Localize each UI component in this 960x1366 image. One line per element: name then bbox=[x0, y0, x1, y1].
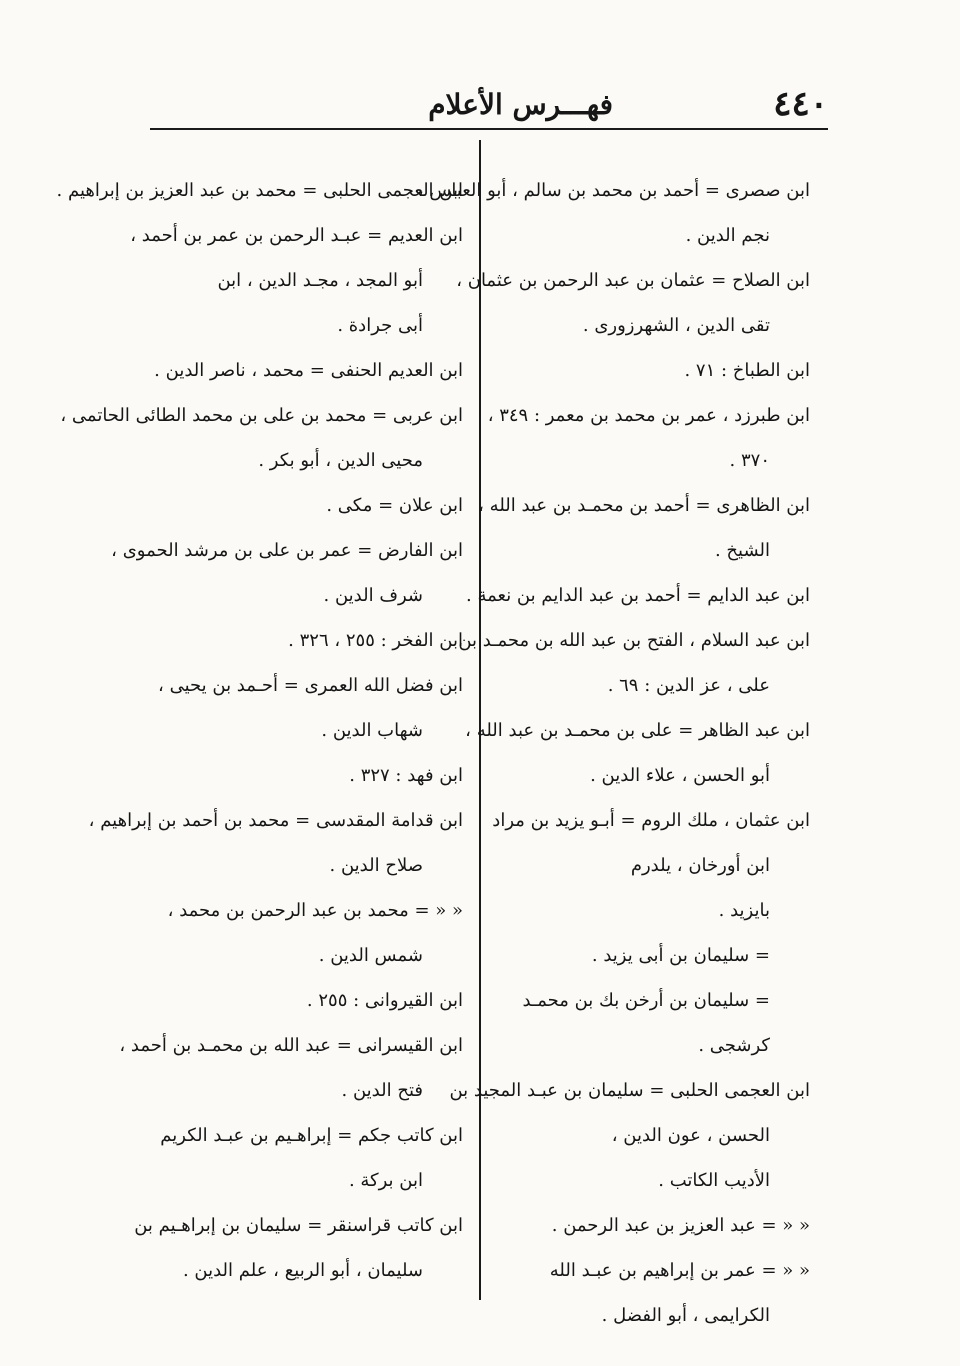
index-column-right bbox=[417, 168, 810, 1338]
index-entry bbox=[130, 213, 463, 348]
index-entry bbox=[492, 1248, 810, 1338]
entry-heading-line: ابن الظاهرى = أحمد بن محمـد بن عبد الله ، bbox=[478, 495, 810, 516]
entry-continuation-line: = سليمان بن أبى يزيد . bbox=[591, 945, 770, 966]
index-entry bbox=[466, 573, 810, 618]
index-entry bbox=[465, 708, 810, 798]
index-entry bbox=[119, 1023, 463, 1113]
index-entry bbox=[417, 168, 810, 258]
entry-continuation-line: ابن أورخان ، يلدرم bbox=[630, 855, 770, 876]
index-entry bbox=[155, 888, 463, 978]
entry-heading-line: ابن الفخر : ٢٥٥ ، ٣٢٦ . bbox=[288, 630, 463, 651]
page-header bbox=[150, 80, 828, 128]
index-column-left bbox=[56, 168, 463, 1293]
entry-heading-line: ابن العديم الحنفى = محمد ، ناصر الدين . bbox=[154, 360, 463, 381]
running-title: فهـــرس الأعلام bbox=[428, 88, 613, 121]
entry-heading-line: ابن كاتب جكم = إبراهـيم بن عبـد الكريم bbox=[160, 1125, 463, 1146]
index-entry bbox=[60, 393, 463, 483]
entry-continuation-line: أبى جرادة . bbox=[337, 315, 423, 336]
index-entry bbox=[449, 1068, 810, 1203]
index-entry bbox=[155, 1113, 463, 1203]
entry-continuation-line: كرشجى . bbox=[698, 1035, 770, 1056]
entry-continuation-line: بايزيد . bbox=[718, 900, 770, 921]
entry-heading-line: ابن العجمى الحلبى = سليمان بن عبـد المجيد بن bbox=[449, 1080, 810, 1101]
entry-continuation-line: ابن بركة . bbox=[348, 1170, 423, 1191]
entry-continuation-line: شمس الدين . bbox=[318, 945, 423, 966]
entry-heading-line: ابن الفارض = عمر بن على بن مرشد الحموى ، bbox=[111, 540, 463, 561]
entry-heading-line: ابن الطباخ : ٧١ . bbox=[684, 360, 810, 381]
index-entry bbox=[492, 348, 810, 393]
entry-heading-line: ابن صصرى = أحمد بن محمد بن سالم ، أبو العباس ، bbox=[417, 180, 810, 201]
entry-heading-line: ابن العديم = عبـد الرحمن بن عمر بن أحمد ، bbox=[130, 225, 463, 246]
entry-continuation-line: الكرايمى ، أبو الفضل . bbox=[601, 1305, 770, 1326]
index-entry bbox=[155, 978, 463, 1023]
entry-heading-line: ابن القيروانى : ٢٥٥ . bbox=[306, 990, 463, 1011]
index-entry bbox=[88, 798, 463, 888]
index-entry bbox=[155, 663, 463, 753]
index-entry bbox=[456, 258, 810, 348]
entry-continuation-line: نجم الدين . bbox=[685, 225, 770, 246]
entry-heading-line: ابن فهد : ٣٢٧ . bbox=[349, 765, 463, 786]
entry-heading-line: ابن علان = مكى . bbox=[326, 495, 463, 516]
entry-heading-line: ابن الصلاح = عثمان بن عبد الرحمن بن عثمان ، bbox=[456, 270, 810, 291]
entry-heading-line: « « = محمد بن عبد الرحمن بن محمد ، bbox=[167, 900, 463, 921]
index-entry bbox=[134, 1203, 463, 1293]
entry-heading-line: ابن طبرزد ، عمر بن محمد بن معمر : ٣٤٩ ، bbox=[487, 405, 810, 426]
entry-continuation-line: الأديب الكاتب . bbox=[658, 1170, 770, 1191]
index-entry bbox=[155, 753, 463, 798]
index-entry bbox=[155, 618, 463, 663]
index-entry bbox=[492, 798, 810, 1068]
entry-heading-line: ابن عثمان ، ملك الروم = أبـو يزيد بن مراد bbox=[492, 810, 810, 831]
entry-heading-line: ابن فضل الله العمرى = أحـمد بن يحيى ، bbox=[158, 675, 463, 696]
entry-continuation-line: فتح الدين . bbox=[341, 1080, 423, 1101]
entry-heading-line: ابن عبد السلام ، الفتح بن عبد الله بن محمـد بن bbox=[458, 630, 810, 651]
index-entry bbox=[56, 168, 463, 213]
entry-continuation-line: = سليمان بن أرخن بك بن محمـد bbox=[522, 990, 770, 1011]
entry-heading-line: ابن عبد الدايم = أحمد بن عبد الدايم بن نعمة . bbox=[466, 585, 810, 606]
entry-heading-line: « « = عمر بن إبراهيم بن عبـد الله bbox=[549, 1260, 810, 1281]
entry-continuation-line: شرف الدين . bbox=[323, 585, 423, 606]
index-entry bbox=[492, 1203, 810, 1248]
index-entry bbox=[478, 483, 810, 573]
entry-continuation-line: الحسن ، عون الدين ، bbox=[611, 1125, 770, 1146]
entry-continuation-line: أبو المجد ، مجـد الدين ، ابن bbox=[217, 270, 423, 291]
index-entry bbox=[155, 483, 463, 528]
entry-continuation-line: صلاح الدين . bbox=[329, 855, 423, 876]
index-entry bbox=[155, 348, 463, 393]
header-rule bbox=[150, 128, 828, 130]
entry-heading-line: ابن عربى = محمد بن على بن محمد الطائى الحاتمى ، bbox=[60, 405, 463, 426]
index-entry bbox=[458, 618, 810, 708]
entry-continuation-line: شهاب الدين . bbox=[321, 720, 423, 741]
index-entry bbox=[111, 528, 463, 618]
entry-continuation-line: سليمان ، أبو الربيع ، علم الدين . bbox=[182, 1260, 423, 1281]
entry-heading-line: ابن العجمى الحلبى = محمد بن عبد العزيز بن إبراهيم . bbox=[56, 180, 463, 201]
entry-continuation-line: أبو الحسن ، علاء الدين . bbox=[590, 765, 770, 786]
entry-continuation-line: ٣٧٠ . bbox=[729, 450, 770, 471]
entry-heading-line: ابن كاتب قراسنقر = سليمان بن إبراهـيم بن bbox=[134, 1215, 463, 1236]
entry-heading-line: ابن قدامة المقدسى = محمد بن أحمد بن إبراهيم ، bbox=[88, 810, 463, 831]
page-number: ٤٤٠ bbox=[773, 84, 828, 124]
entry-heading-line: « « = عبد العزيز بن عبد الرحمن . bbox=[551, 1215, 810, 1236]
entry-heading-line: ابن القيسرانى = عبد الله بن محمـد بن أحمد ، bbox=[119, 1035, 463, 1056]
entry-continuation-line: على ، عز الدين : ٦٩ . bbox=[607, 675, 770, 696]
entry-heading-line: ابن عبد الظاهر = على بن محمـد بن عبد الله ، bbox=[465, 720, 810, 741]
entry-continuation-line: تقى الدين ، الشهرزورى . bbox=[582, 315, 770, 336]
entry-continuation-line: الشيخ . bbox=[714, 540, 770, 561]
entry-continuation-line: محيى الدين ، أبو بكر . bbox=[258, 450, 423, 471]
index-entry bbox=[487, 393, 810, 483]
